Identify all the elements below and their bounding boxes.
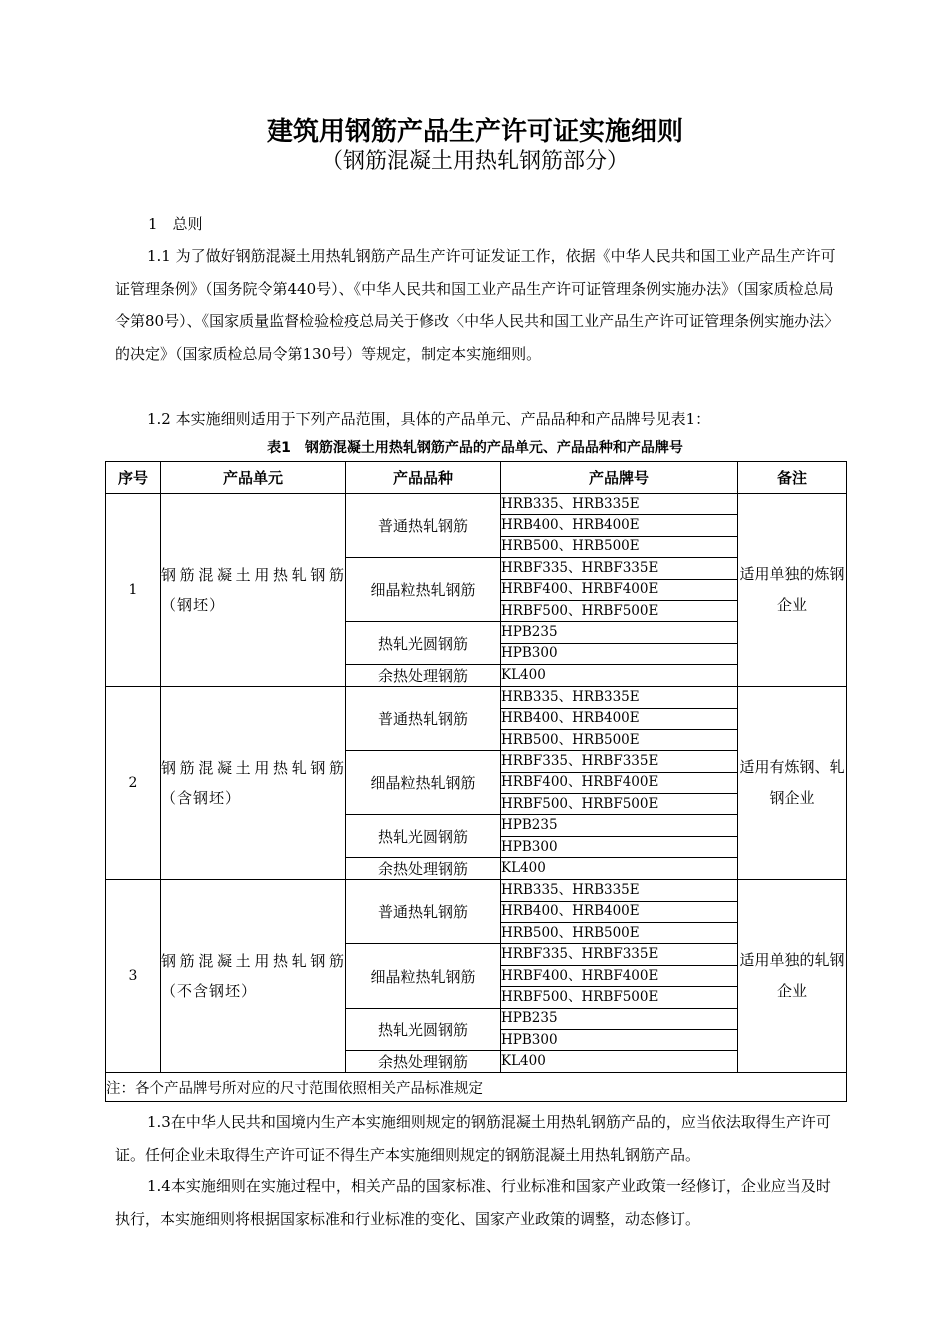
row-grade: HRB500、HRB500E xyxy=(501,536,738,557)
header-seq: 序号 xyxy=(106,462,161,494)
row-variety: 普通热轧钢筋 xyxy=(346,494,501,558)
row-grade: HRBF500、HRBF500E xyxy=(501,600,738,621)
row-grade: HRBF335、HRBF335E xyxy=(501,944,738,965)
row-variety: 余热处理钢筋 xyxy=(346,665,501,687)
row-variety: 余热处理钢筋 xyxy=(346,1051,501,1073)
row-grade: HRB335、HRB335E xyxy=(501,687,738,708)
product-table xyxy=(105,461,847,1102)
row-unit: 钢筋混凝土用热轧钢筋（含钢坯） xyxy=(161,687,346,880)
document-subtitle: （钢筋混凝土用热轧钢筋部分） xyxy=(320,149,629,174)
row-grade: HPB300 xyxy=(501,836,738,857)
row-variety: 热轧光圆钢筋 xyxy=(346,1008,501,1051)
row-remark: 适用单独的炼钢企业 xyxy=(738,494,847,687)
paragraph-1-3: 1.3在中华人民共和国境内生产本实施细则规定的钢筋混凝土用热轧钢筋产品的，应当依法取得生产许可证。任何企业未取得生产许可证不得生产本实施细则规定的钢筋混凝土用热轧钢筋产品。 xyxy=(115,1113,831,1164)
table-row xyxy=(106,687,847,708)
header-variety: 产品品种 xyxy=(346,462,501,494)
row-grade: HRBF335、HRBF335E xyxy=(501,558,738,579)
row-variety: 普通热轧钢筋 xyxy=(346,880,501,944)
row-grade: HPB235 xyxy=(501,622,738,643)
header-unit: 产品单元 xyxy=(161,462,346,494)
row-unit: 钢筋混凝土用热轧钢筋（钢坯） xyxy=(161,494,346,687)
row-variety: 热轧光圆钢筋 xyxy=(346,815,501,858)
row-unit: 钢筋混凝土用热轧钢筋（不含钢坯） xyxy=(161,880,346,1073)
row-grade: HPB235 xyxy=(501,1008,738,1029)
row-grade: HRBF500、HRBF500E xyxy=(501,987,738,1008)
row-grade: HRBF400、HRBF400E xyxy=(501,772,738,793)
row-remark: 适用单独的轧钢企业 xyxy=(738,880,847,1073)
row-grade: HRBF335、HRBF335E xyxy=(501,751,738,772)
row-grade: HRB500、HRB500E xyxy=(501,729,738,750)
section-heading-general: 1 总则 xyxy=(148,215,203,233)
table-row xyxy=(106,880,847,901)
row-grade: KL400 xyxy=(501,665,738,687)
row-seq: 1 xyxy=(106,494,161,687)
row-grade: HRB500、HRB500E xyxy=(501,923,738,944)
row-seq: 2 xyxy=(106,687,161,880)
row-grade: KL400 xyxy=(501,858,738,880)
row-variety: 热轧光圆钢筋 xyxy=(346,622,501,665)
table-note: 注：各个产品牌号所对应的尺寸范围依照相关产品标准规定 xyxy=(106,1073,847,1102)
row-variety: 余热处理钢筋 xyxy=(346,858,501,880)
header-grade: 产品牌号 xyxy=(501,462,738,494)
row-grade: HPB300 xyxy=(501,1029,738,1050)
row-grade: HRBF500、HRBF500E xyxy=(501,794,738,815)
table-caption: 表1 钢筋混凝土用热轧钢筋产品的产品单元、产品品种和产品牌号 xyxy=(267,440,683,456)
row-variety: 细晶粒热轧钢筋 xyxy=(346,751,501,815)
table-header-row xyxy=(106,462,847,494)
row-variety: 普通热轧钢筋 xyxy=(346,687,501,751)
row-grade: HPB235 xyxy=(501,815,738,836)
row-grade: HRBF400、HRBF400E xyxy=(501,579,738,600)
document-title: 建筑用钢筋产品生产许可证实施细则 xyxy=(266,117,683,147)
header-remark: 备注 xyxy=(738,462,847,494)
row-grade: HRB400、HRB400E xyxy=(501,708,738,729)
row-variety: 细晶粒热轧钢筋 xyxy=(346,558,501,622)
row-seq: 3 xyxy=(106,880,161,1073)
paragraph-1-1: 1.1 为了做好钢筋混凝土用热轧钢筋产品生产许可证发证工作，依据《中华人民共和国工业产品生产许可证管理条例》（国务院令第440号）、《中华人民共和国工业产品生产许可证管理条例实施办法》（国家质检总局令第80号）、《国家质量监督检验检疫总局关于修改〈中华人民共和国工业产品生产许可证管理条例实施办法〉的决定》（国家质检总局令第130号）等规定，制定本实施细则。 xyxy=(115,247,840,363)
row-grade: HRB400、HRB400E xyxy=(501,901,738,922)
row-grade: HRB400、HRB400E xyxy=(501,515,738,536)
row-grade: HRB335、HRB335E xyxy=(501,494,738,515)
table-row xyxy=(106,494,847,515)
row-remark: 适用有炼钢、轧钢企业 xyxy=(738,687,847,880)
paragraph-1-2: 1.2 本实施细则适用于下列产品范围，具体的产品单元、产品品种和产品牌号见表1： xyxy=(147,410,711,428)
table-note-row xyxy=(106,1073,847,1102)
row-grade: HPB300 xyxy=(501,643,738,664)
row-grade: HRBF400、HRBF400E xyxy=(501,965,738,986)
paragraph-1-4: 1.4本实施细则在实施过程中，相关产品的国家标准、行业标准和国家产业政策一经修订，企业应当及时执行，本实施细则将根据国家标准和行业标准的变化、国家产业政策的调整，动态修订。 xyxy=(115,1177,831,1228)
row-grade: HRB335、HRB335E xyxy=(501,880,738,901)
row-grade: KL400 xyxy=(501,1051,738,1073)
row-variety: 细晶粒热轧钢筋 xyxy=(346,944,501,1008)
